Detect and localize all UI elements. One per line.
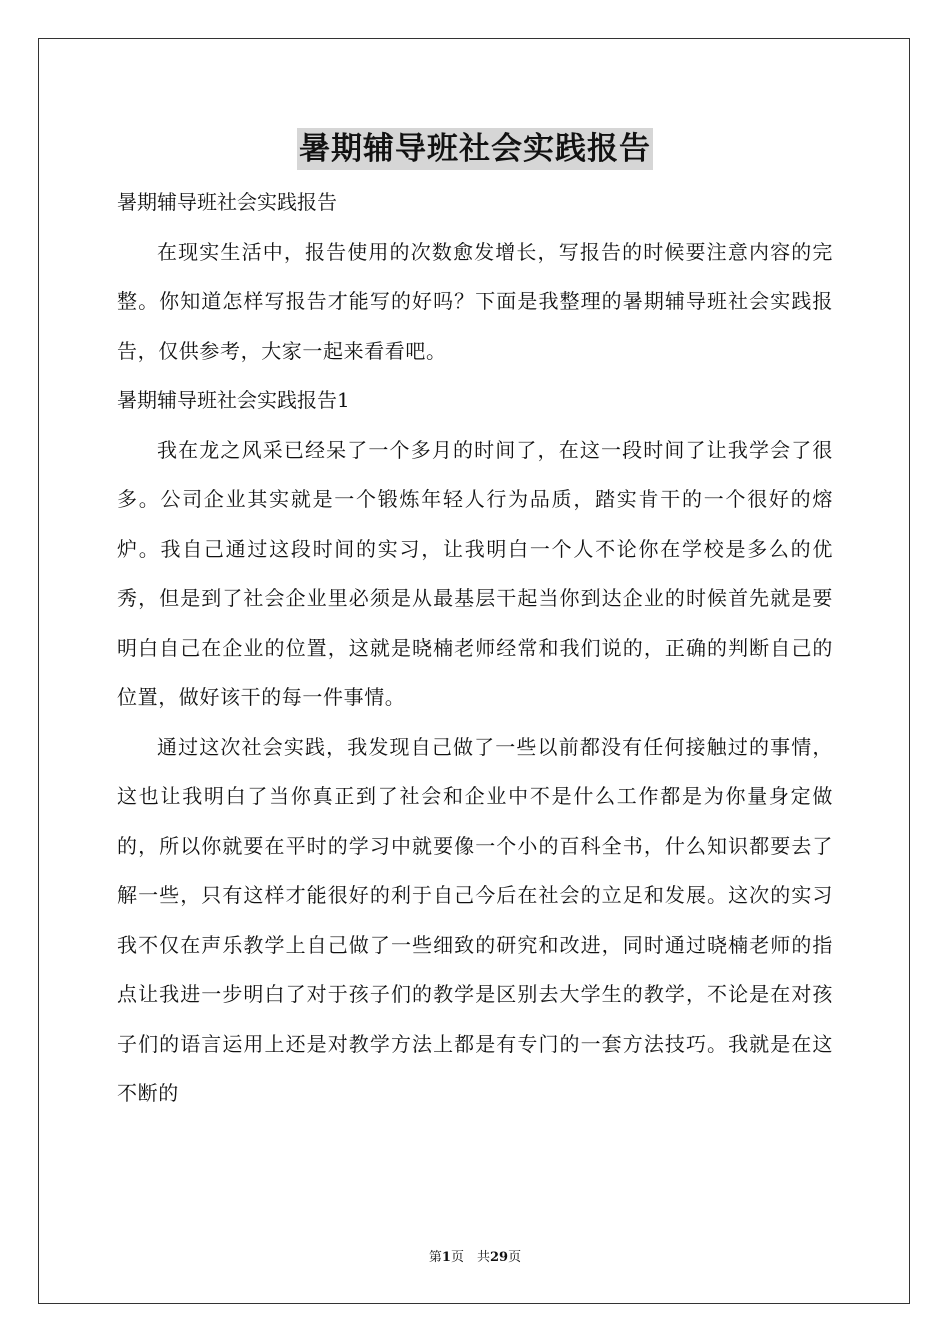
document-title: 暑期辅导班社会实践报告 [297, 128, 653, 170]
title-area [0, 128, 950, 170]
page-footer [0, 1250, 950, 1266]
section-heading: 暑期辅导班社会实践报告1 [117, 388, 350, 412]
page-suffix: 页 [508, 1250, 522, 1265]
page-prefix: 第 [428, 1250, 442, 1265]
document-body [117, 178, 833, 1119]
page-total: 29 [489, 1250, 509, 1265]
body-paragraph-1: 我在龙之风采已经呆了一个多月的时间了，在这一段时间了让我学会了很多。公司企业其实就是一个锻炼年轻人行为品质，踏实肯干的一个很好的熔炉。我自己通过这段时间的实习，让我明白一个人不论你在学校是多么的优秀，但是到了社会企业里必须是从最基层干起当你到达企业的时候首先就是要明白自己在企业的位置，这就是晓楠老师经常和我们说的，正确的判断自己的位置，做好该干的每一件事情。 [117, 437, 833, 709]
body-paragraph-2: 通过这次社会实践，我发现自己做了一些以前都没有任何接触过的事情，这也让我明白了当你真正到了社会和企业中不是什么工作都是为你量身定做的，所以你就要在平时的学习中就要像一个小的百科全书，什么知识都要去了解一些，只有这样才能很好的利于自己今后在社会的立足和发展。这次的实习我不仅在声乐教学上自己做了一些细致的研究和改进，同时通过晓楠老师的指点让我进一步明白了对于孩子们的教学是区别去大学生的教学，不论是在对孩子们的语言运用上还是对教学方法上都是有专门的一套方法技巧。我就是在这不断的 [117, 734, 833, 1105]
document-subtitle: 暑期辅导班社会实践报告 [117, 190, 337, 214]
page-current: 1 [441, 1250, 451, 1265]
page-mid: 页 共 [450, 1250, 490, 1265]
intro-paragraph: 在现实生活中，报告使用的次数愈发增长，写报告的时候要注意内容的完整。你知道怎样写报告才能写的好吗？下面是我整理的暑期辅导班社会实践报告，仅供参考，大家一起来看看吧。 [117, 239, 833, 363]
